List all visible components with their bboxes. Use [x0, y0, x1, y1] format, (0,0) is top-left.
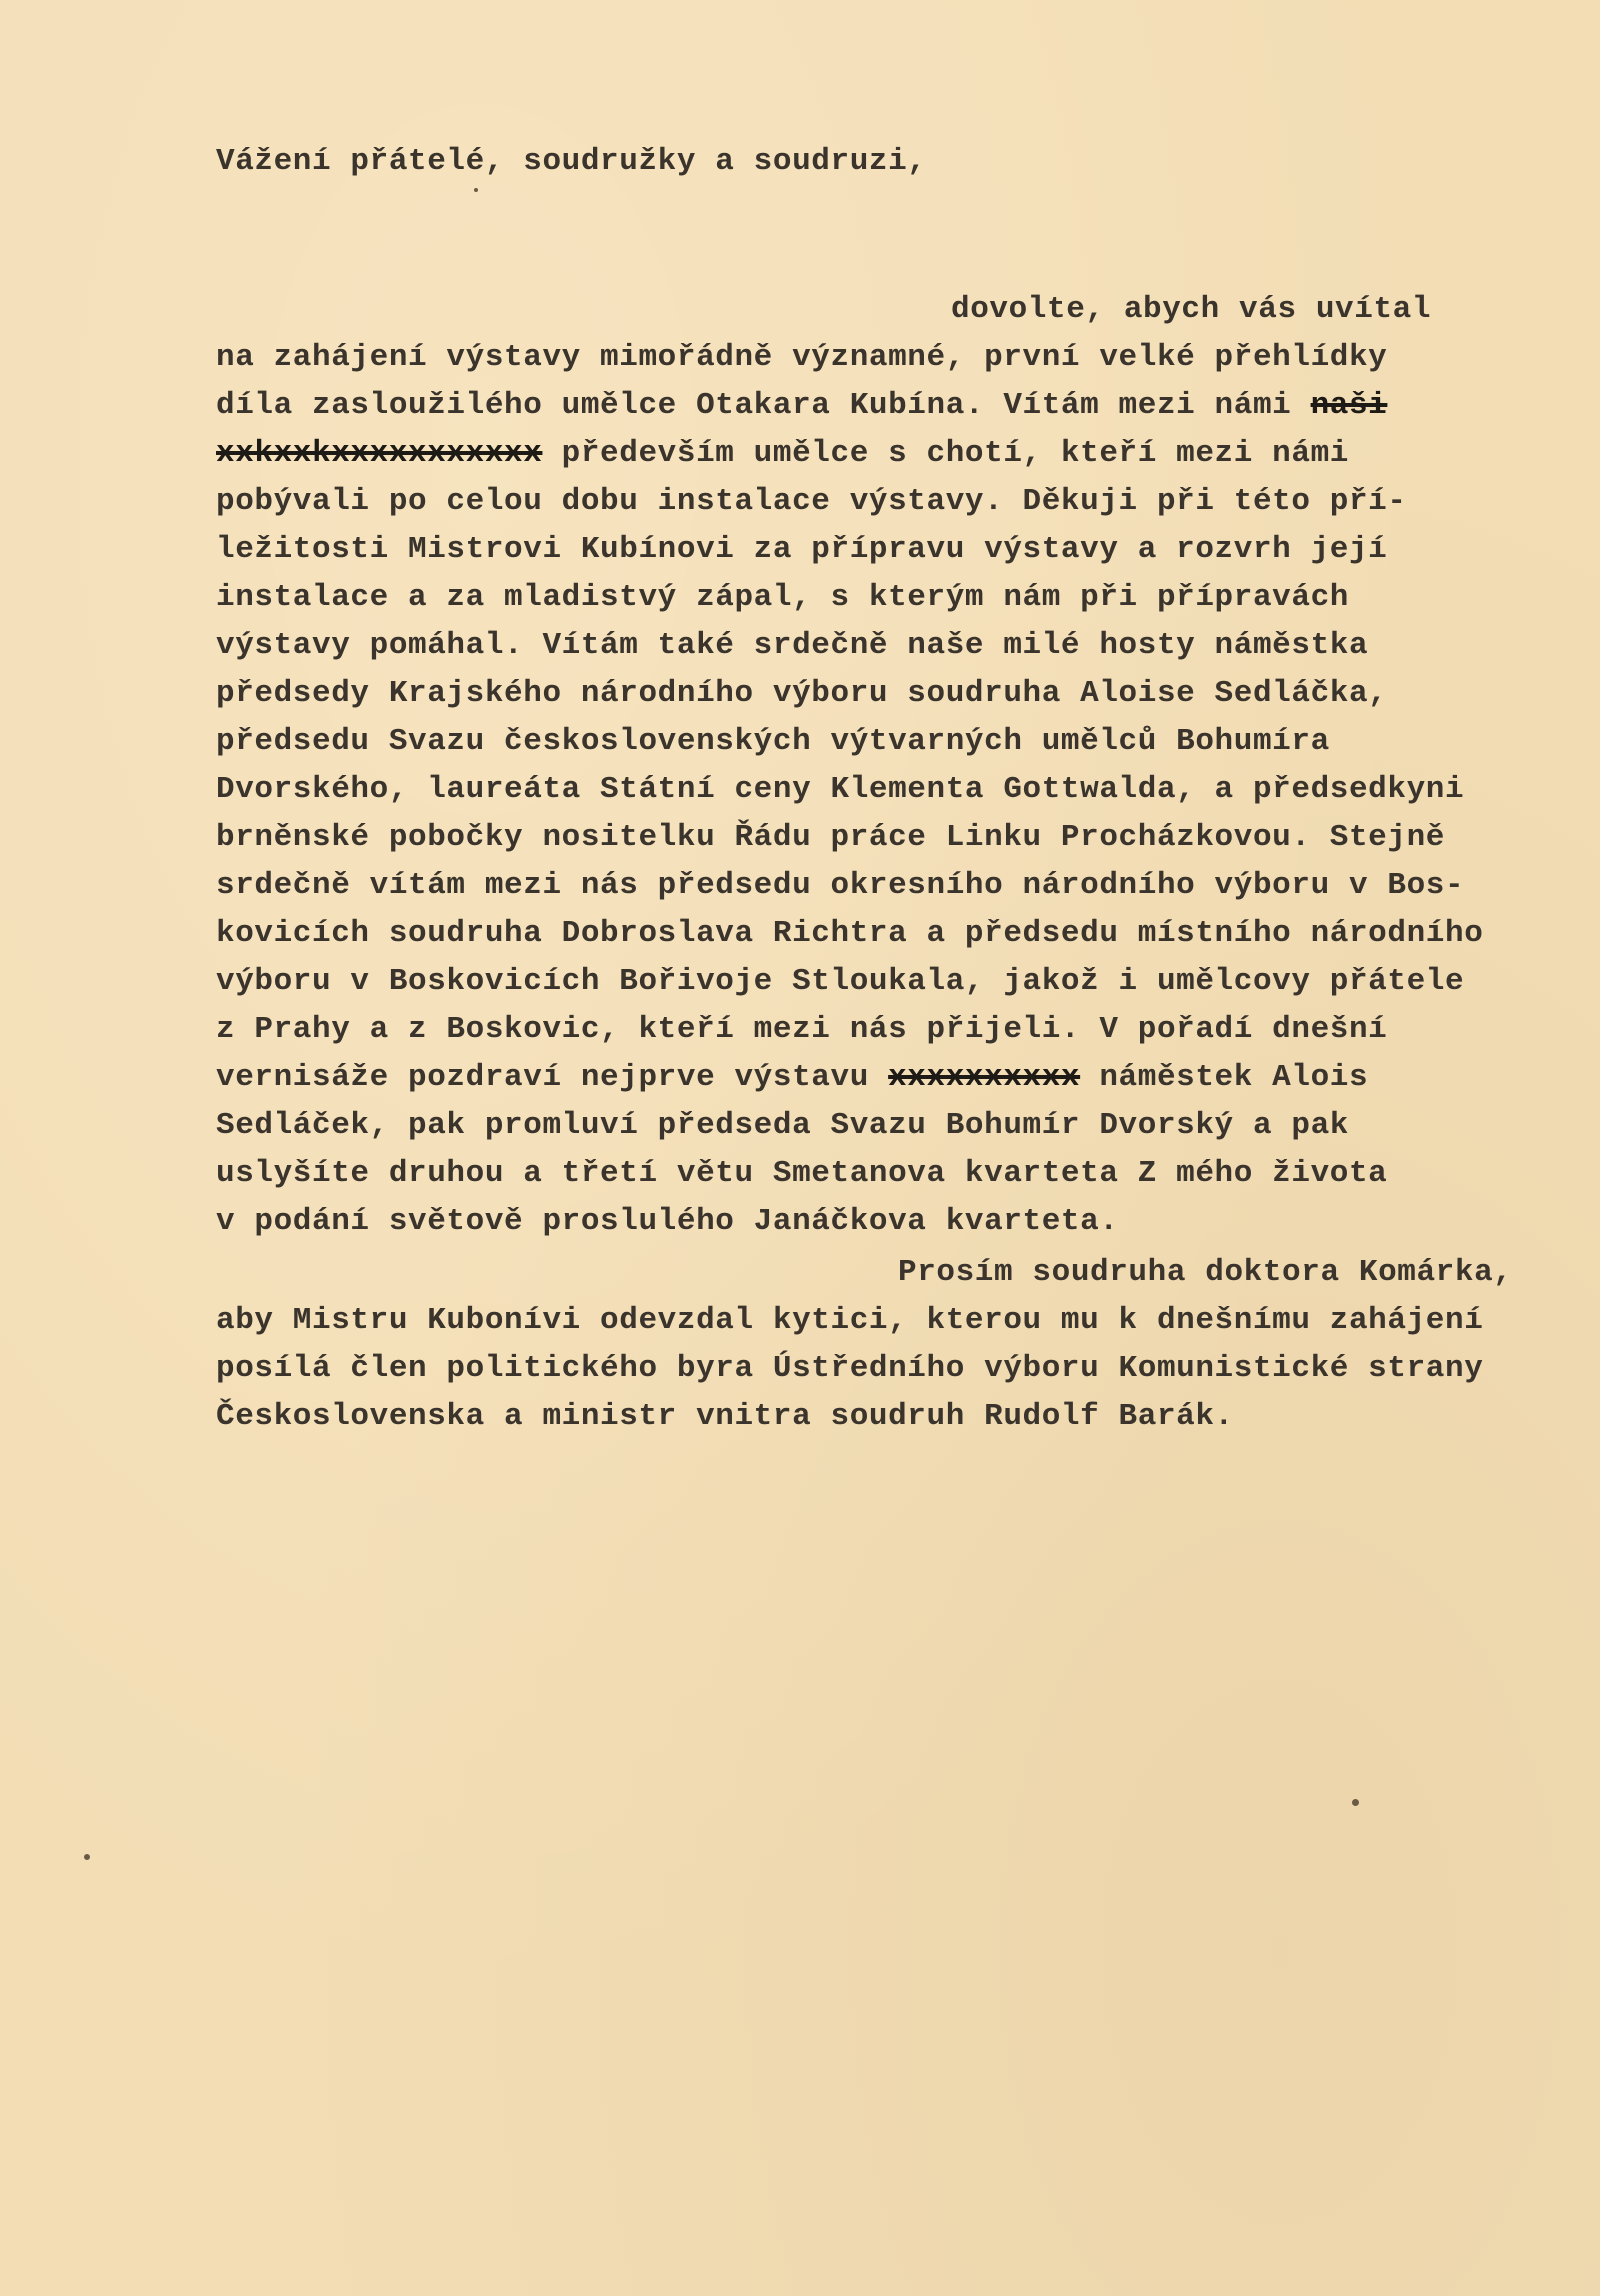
paragraph-1-line-2: na zahájení výstavy mimořádně významné, první velké přehlídky — [216, 340, 1388, 375]
paper-speck — [1352, 1799, 1359, 1806]
line-17-text-b: náměstek Alois — [1080, 1060, 1369, 1095]
paragraph-1-line-16: z Prahy a z Boskovic, kteří mezi nás přijeli. V pořadí dnešní — [216, 1012, 1388, 1047]
paragraph-1-line-3 — [216, 386, 1387, 426]
paragraph-1-line-10: předsedu Svazu československých výtvarných umělců Bohumíra — [216, 724, 1330, 759]
paragraph-1-line-14: kovicích soudruha Dobroslava Richtra a předsedu místního národního — [216, 916, 1484, 951]
paper-speck — [474, 188, 478, 192]
paragraph-1-line-15: výboru v Boskovicích Bořivoje Stloukala, jakož i umělcovy přátele — [216, 964, 1465, 999]
paragraph-2-line-1: Prosím soudruha doktora Komárka, — [898, 1255, 1513, 1290]
struck-out-text: xxkxxkxxxxxxxxxxx — [216, 436, 543, 471]
paragraph-1-line-20: v podání světově proslulého Janáčkova kvarteta. — [216, 1204, 1119, 1239]
paragraph-2-line-2: aby Mistru Kubonívi odevzdal kytici, kterou mu k dnešnímu zahájení — [216, 1303, 1484, 1338]
paragraph-1-line-13: srdečně vítám mezi nás předsedu okresního národního výboru v Bos- — [216, 868, 1465, 903]
paragraph-1-line-5: pobývali po celou dobu instalace výstavy. Děkuji při této pří- — [216, 484, 1407, 519]
paragraph-1-line-4 — [216, 434, 1349, 474]
paragraph-1-line-9: předsedy Krajského národního výboru soudruha Aloise Sedláčka, — [216, 676, 1388, 711]
paragraph-1-line-8: výstavy pomáhal. Vítám také srdečně naše milé hosty náměstka — [216, 628, 1369, 663]
line-3-text: díla zasloužilého umělce Otakara Kubína. Vítám mezi námi — [216, 388, 1311, 423]
paragraph-1-line-17 — [216, 1058, 1368, 1098]
paragraph-1-line-1: dovolte, abych vás uvítal — [951, 292, 1432, 327]
line-17-text-a: vernisáže pozdraví nejprve výstavu — [216, 1060, 889, 1095]
salutation: Vážení přátelé, soudružky a soudruzi, — [216, 144, 927, 179]
paragraph-2-line-4: Československa a ministr vnitra soudruh Rudolf Barák. — [216, 1399, 1234, 1434]
struck-out-text: xxxxxxxxxx — [888, 1060, 1081, 1095]
paragraph-1-line-7: instalace a za mladistvý zápal, s kterým nám při přípravách — [216, 580, 1349, 615]
line-4-text: především umělce s chotí, kteří mezi námi — [542, 436, 1349, 471]
paragraph-1-line-12: brněnské pobočky nositelku Řádu práce Linku Procházkovou. Stejně — [216, 820, 1445, 855]
paragraph-1-line-11: Dvorského, laureáta Státní ceny Klementa Gottwalda, a předsedkyni — [216, 772, 1465, 807]
paragraph-2-line-3: posílá člen politického byra Ústředního výboru Komunistické strany — [216, 1351, 1484, 1386]
paragraph-1-line-18: Sedláček, pak promluví předseda Svazu Bohumír Dvorský a pak — [216, 1108, 1349, 1143]
paragraph-1-line-6: ležitosti Mistrovi Kubínovi za přípravu výstavy a rozvrh její — [216, 532, 1388, 567]
struck-out-word: naši — [1310, 388, 1388, 423]
paragraph-1-line-19: uslyšíte druhou a třetí větu Smetanova kvarteta Z mého života — [216, 1156, 1388, 1191]
paper-speck — [84, 1854, 90, 1860]
